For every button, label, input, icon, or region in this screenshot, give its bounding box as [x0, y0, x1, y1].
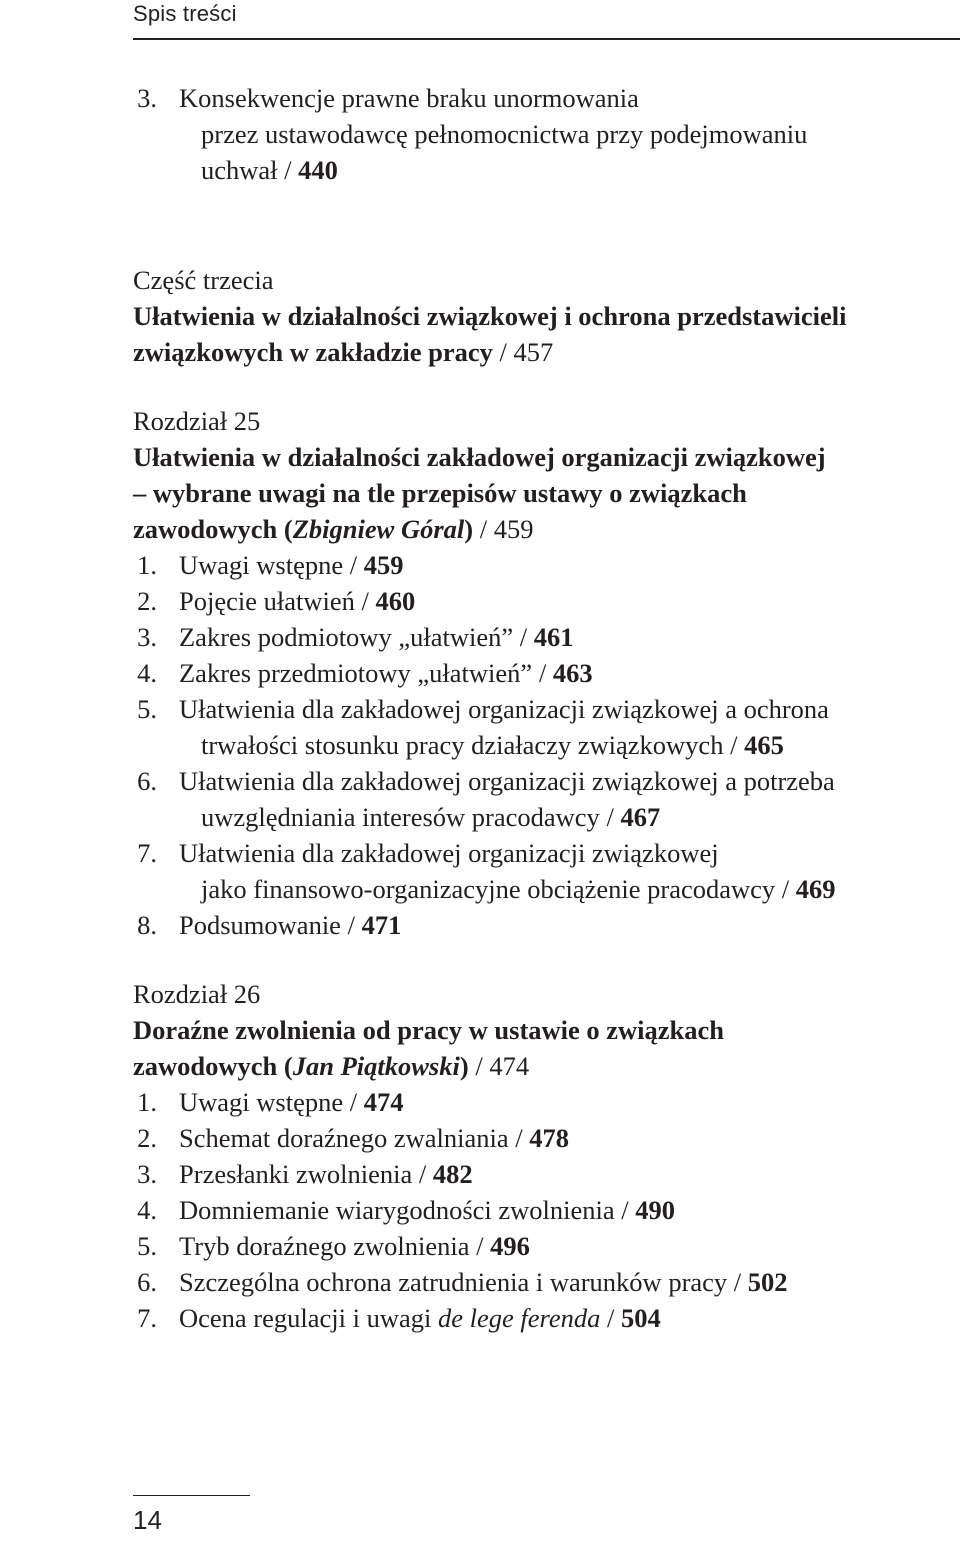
latin-phrase: de lege ferenda: [438, 1303, 601, 1333]
page-ref: 502: [747, 1267, 788, 1297]
item-number: 2.: [137, 1123, 157, 1153]
page-ref: 440: [298, 155, 338, 185]
page-ref: 474: [489, 1051, 530, 1081]
page-ref: 457: [513, 337, 554, 367]
toc-content: [133, 80, 933, 1336]
page-ref: 474: [363, 1087, 404, 1117]
chapter-26: [133, 976, 933, 1336]
page-ref: 478: [529, 1123, 570, 1153]
item-title: Podsumowanie: [179, 910, 341, 940]
page-number: 14: [133, 1505, 162, 1535]
item-number: 4.: [137, 1195, 157, 1225]
toc-item[interactable]: 1. Uwagi wstępne / 474: [133, 1084, 933, 1120]
item-title: Schemat doraźnego zwalniania: [179, 1123, 509, 1153]
item-number: 3.: [137, 1159, 157, 1189]
item-title: Tryb doraźnego zwolnienia: [179, 1231, 470, 1261]
item-number: 1.: [137, 550, 157, 580]
page-ref: 465: [744, 730, 784, 760]
page-ref: 490: [635, 1195, 676, 1225]
toc-item[interactable]: 2. Schemat doraźnego zwalniania / 478: [133, 1120, 933, 1156]
page-ref: 496: [490, 1231, 530, 1261]
item-number: 5.: [137, 1231, 157, 1261]
chapter-title[interactable]: Doraźne zwolnienia od pracy w ustawie o związkach zawodowych (Jan Piątkowski) / 474: [133, 1015, 725, 1081]
item-title: Domniemanie wiarygodności zwolnienia: [179, 1195, 615, 1225]
item-title: Pojęcie ułatwień: [179, 586, 355, 616]
chapter-title[interactable]: Ułatwienia w działalności zakładowej organizacji związkowej – wybrane uwagi na tle przepisów ustawy o związkach zawodowych (Zbigniew Góral) / 459: [133, 442, 826, 544]
item-title-cont: jako finansowo-organizacyjne obciążenie pracodawcy: [201, 874, 776, 904]
chapter-label: Rozdział 26: [133, 979, 261, 1009]
part-title: Ułatwienia w działalności związkowej i ochrona przedstawicieli: [133, 301, 847, 331]
toc-item[interactable]: 7. Ułatwienia dla zakładowej organizacji związkowej jako finansowo-organizacyjne obciążenie pracodawcy / 469: [133, 835, 933, 907]
item-title: Szczególna ochrona zatrudnienia i warunków pracy: [179, 1267, 728, 1297]
item-number: 3.: [137, 622, 157, 652]
item-number: 8.: [137, 910, 157, 940]
chapter-author: Jan Piątkowski: [292, 1051, 460, 1081]
toc-item[interactable]: 3. Przesłanki zwolnienia / 482: [133, 1156, 933, 1192]
item-title: Ułatwienia dla zakładowej organizacji związkowej a potrzeba: [179, 766, 835, 796]
item-title: Zakres przedmiotowy „ułatwień”: [179, 658, 533, 688]
page-ref: 467: [620, 802, 661, 832]
item-number: 7.: [137, 1303, 157, 1333]
chapter-25-items: [133, 547, 933, 943]
toc-item[interactable]: 4. Domniemanie wiarygodności zwolnienia / 490: [133, 1192, 933, 1228]
item-number: 4.: [137, 658, 157, 688]
item-title-cont: trwałości stosunku pracy działaczy związkowych: [201, 730, 724, 760]
part-three[interactable]: Część trzecia Ułatwienia w działalności związkowej i ochrona przedstawicieli związkowych w zakładzie pracy / 457: [133, 262, 933, 370]
page-ref: 482: [432, 1159, 473, 1189]
item-title: Przesłanki zwolnienia: [179, 1159, 413, 1189]
toc-item[interactable]: 5. Tryb doraźnego zwolnienia / 496: [133, 1228, 933, 1264]
chapter-25: [133, 403, 933, 943]
toc-item[interactable]: 3. Zakres podmiotowy „ułatwień” / 461: [133, 619, 933, 655]
chapter-label: Rozdział 25: [133, 406, 261, 436]
item-title-cont: uwzględniania interesów pracodawcy: [201, 802, 600, 832]
toc-item[interactable]: 6. Szczególna ochrona zatrudnienia i warunków pracy / 502: [133, 1264, 933, 1300]
item-number: 1.: [137, 1087, 157, 1117]
toc-item[interactable]: 6. Ułatwienia dla zakładowej organizacji związkowej a potrzeba uwzględniania interesów pracodawcy / 467: [133, 763, 933, 835]
toc-item-prev[interactable]: 3. Konsekwencje prawne braku unormowania przez ustawodawcę pełnomocnictwa przy podejmowaniu uchwał / 440: [133, 80, 933, 188]
item-title: Uwagi wstępne: [179, 550, 344, 580]
toc-item[interactable]: 4. Zakres przedmiotowy „ułatwień” / 463: [133, 655, 933, 691]
footer-rule: [133, 1495, 250, 1496]
page-ref: 459: [493, 514, 534, 544]
page-ref: 471: [361, 910, 402, 940]
part-label: Część trzecia: [133, 265, 274, 295]
page-ref: 504: [621, 1303, 661, 1333]
item-number: 7.: [137, 838, 157, 868]
item-number: 6.: [137, 1267, 157, 1297]
item-number: 2.: [137, 586, 157, 616]
running-header: Spis treści: [133, 1, 237, 26]
page-ref: 460: [375, 586, 416, 616]
page-ref: 463: [552, 658, 593, 688]
chapter-26-items: [133, 1084, 933, 1300]
toc-item[interactable]: 8. Podsumowanie / 471: [133, 907, 933, 943]
item-number: 3.: [137, 83, 157, 113]
item-title: Zakres podmiotowy „ułatwień”: [179, 622, 514, 652]
item-number: 5.: [137, 694, 157, 724]
header-rule: [133, 38, 960, 40]
item-title: Ułatwienia dla zakładowej organizacji związkowej: [179, 838, 719, 868]
toc-item[interactable]: 1. Uwagi wstępne / 459: [133, 547, 933, 583]
page-ref: 469: [795, 874, 836, 904]
toc-item[interactable]: 7. Ocena regulacji i uwagi de lege ferenda / 504: [133, 1300, 933, 1336]
item-number: 6.: [137, 766, 157, 796]
page-ref: 459: [363, 550, 404, 580]
page-ref: 461: [533, 622, 574, 652]
item-title: Uwagi wstępne: [179, 1087, 344, 1117]
toc-item[interactable]: 2. Pojęcie ułatwień / 460: [133, 583, 933, 619]
chapter-author: Zbigniew Góral: [292, 514, 465, 544]
toc-item[interactable]: 5. Ułatwienia dla zakładowej organizacji związkowej a ochrona trwałości stosunku pracy działaczy związkowych / 465: [133, 691, 933, 763]
item-title: Ułatwienia dla zakładowej organizacji związkowej a ochrona: [179, 694, 829, 724]
